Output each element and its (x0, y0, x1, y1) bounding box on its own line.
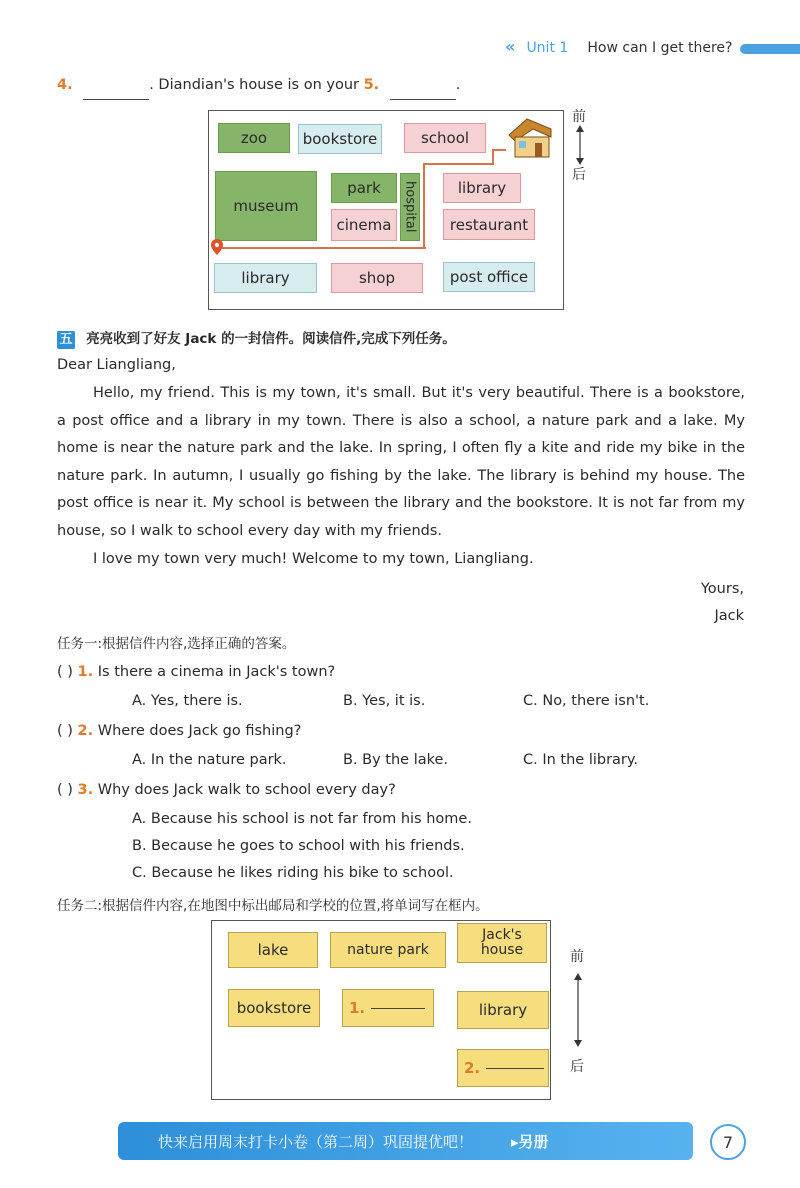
unit-title: How can I get there? (587, 40, 733, 56)
map1-post-office: post office (443, 262, 535, 292)
answer-paren[interactable]: ( ) (57, 723, 73, 739)
task2-title: 任务二:根据信件内容,在地图中标出邮局和学校的位置,将单词写在框内。 (57, 898, 489, 914)
start-pin-icon (211, 239, 223, 255)
option-b[interactable]: B. Yes, it is. (343, 693, 426, 709)
map1-hospital: hospital (400, 173, 420, 241)
answer-paren[interactable]: ( ) (57, 782, 73, 798)
map1-back-label: 后 (572, 167, 586, 183)
map1-park: park (331, 173, 397, 203)
q4-number: 4. (57, 77, 73, 93)
map2-library: library (457, 991, 549, 1029)
blank-1-line (371, 1008, 425, 1009)
map2-back-label: 后 (570, 1059, 584, 1075)
section-5-header (57, 327, 456, 349)
page-number: 7 (710, 1124, 746, 1160)
double-arrow-icon (571, 973, 585, 1047)
route-segment (423, 163, 493, 165)
map1-library-top: library (443, 173, 521, 203)
route-segment (423, 163, 425, 249)
header-bar (740, 44, 800, 54)
map1-zoo: zoo (218, 123, 290, 153)
double-chevron-icon: « (505, 37, 516, 56)
letter-greeting: Dear Liangliang, (57, 357, 176, 373)
option-a[interactable]: A. Because his school is not far from his home. (132, 811, 472, 827)
route-segment (492, 149, 506, 151)
option-a[interactable]: A. In the nature park. (132, 752, 287, 768)
option-c[interactable]: C. In the library. (523, 752, 639, 768)
map2-nature-park: nature park (330, 932, 446, 968)
letter-paragraph-1: Hello, my friend. This is my town, it's small. But it's very beautiful. There is a bookstore, a post office and a library in my town. There is also a school, a nature park and a lake. My home is near the nature park and the lake. In spring, I often fly a kite and ride my bike in the nature park. In autumn, I usually go fishing by the lake. The library is behind my house. The post office is near it. My school is between the library and the bookstore. It is not far from my house, so I walk to school every day with my friends. (57, 385, 745, 539)
blank-2-number: 2. (464, 1059, 481, 1077)
letter-signature: Jack (714, 608, 744, 624)
map2-jacks-house: Jack's house (457, 923, 547, 963)
option-c[interactable]: C. No, there isn't. (523, 693, 650, 709)
question-number: 3. (77, 782, 94, 798)
map1-school: school (404, 123, 486, 153)
double-arrow-icon (573, 125, 587, 165)
q4-text: . Diandian's house is on your (149, 77, 359, 93)
q5-end: . (455, 77, 461, 93)
town-map-1 (208, 110, 564, 310)
q4-blank[interactable] (83, 99, 149, 100)
map2-lake: lake (228, 932, 318, 968)
q5-blank[interactable] (390, 99, 456, 100)
section-instruction: 亮亮收到了好友 Jack 的一封信件。阅读信件,完成下列任务。 (86, 331, 456, 347)
map2-front-label: 前 (570, 949, 584, 965)
route-segment (492, 149, 494, 165)
map1-front-label: 前 (572, 109, 586, 125)
question-text: Why does Jack walk to school every day? (97, 782, 396, 798)
task1-title: 任务一:根据信件内容,选择正确的答案。 (57, 636, 296, 652)
question-text: Is there a cinema in Jack's town? (97, 664, 336, 680)
question-number: 1. (77, 664, 94, 680)
town-map-2 (211, 920, 551, 1100)
route-segment (221, 247, 426, 249)
map1-library-bottom: library (214, 263, 317, 293)
map2-bookstore: bookstore (228, 989, 320, 1027)
question-4-5 (57, 72, 460, 100)
map1-bookstore: bookstore (298, 124, 382, 154)
q5-number: 5. (363, 77, 380, 93)
banner-text: 快来启用周末打卡小卷（第二周）巩固提优吧！ (158, 1132, 474, 1151)
map2-blank-1[interactable] (342, 989, 434, 1027)
option-b[interactable]: B. By the lake. (343, 752, 449, 768)
map1-museum: museum (215, 171, 317, 241)
footer-banner[interactable] (118, 1122, 693, 1160)
banner-tag: ▸另册 (511, 1132, 549, 1151)
house-icon (505, 115, 555, 159)
blank-2-line (486, 1068, 544, 1069)
letter-paragraph-2: I love my town very much! Welcome to my town, Liangliang. (93, 551, 534, 567)
question-2 (57, 723, 301, 739)
map2-blank-2[interactable] (457, 1049, 549, 1087)
option-b[interactable]: B. Because he goes to school with his friends. (132, 838, 465, 854)
map1-cinema: cinema (331, 209, 397, 241)
question-3 (57, 782, 396, 798)
question-number: 2. (77, 723, 94, 739)
section-badge: 五 (57, 331, 75, 349)
map1-restaurant: restaurant (443, 209, 535, 240)
map1-shop: shop (331, 263, 423, 293)
blank-1-number: 1. (349, 999, 366, 1017)
answer-paren[interactable]: ( ) (57, 664, 73, 680)
unit-label: Unit 1 (526, 40, 569, 56)
option-a[interactable]: A. Yes, there is. (132, 693, 243, 709)
letter-closing: Yours, (700, 581, 744, 597)
question-1 (57, 664, 335, 680)
question-text: Where does Jack go fishing? (97, 723, 302, 739)
option-c[interactable]: C. Because he likes riding his bike to school. (132, 865, 454, 881)
